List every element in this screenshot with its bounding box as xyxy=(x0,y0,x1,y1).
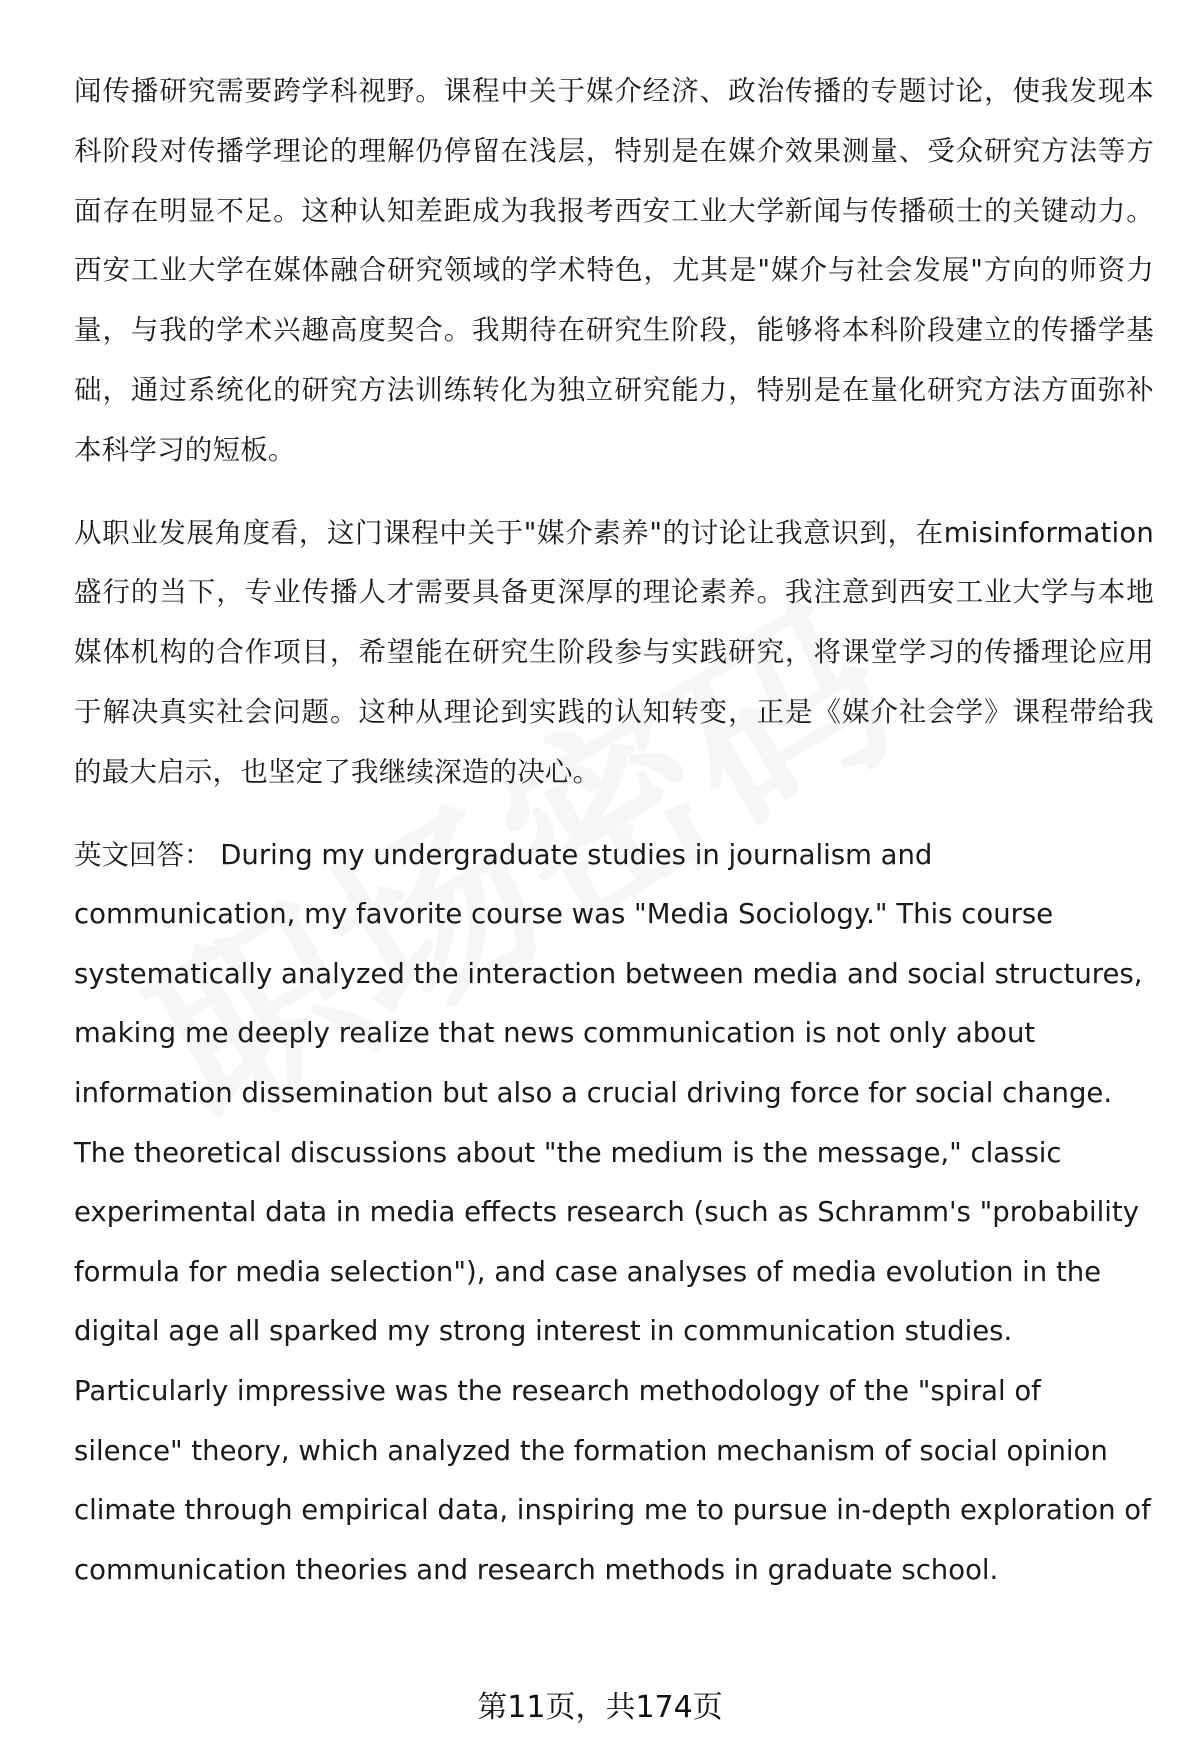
paragraph-2: 从职业发展角度看，这门课程中关于"媒介素养"的讨论让我意识到，在misinformation盛行的当下，专业传播人才需要具备更深厚的理论素养。我注意到西安工业大学与本地媒体机构的合作项目，希望能在研究生阶段参与实践研究，将课堂学习的传播理论应用于解决真实社会问题。这种从理论到实践的认知转变，正是《媒介社会学》课程带给我的最大启示，也坚定了我继续深造的决心。 xyxy=(74,516,1154,788)
paragraph-1: 闻传播研究需要跨学科视野。课程中关于媒介经济、政治传播的专题讨论，使我发现本科阶段对传播学理论的理解仍停留在浅层，特别是在媒介效果测量、受众研究方法等方面存在明显不足。这种认知差距成为我报考西安工业大学新闻与传播硕士的关键动力。西安工业大学在媒体融合研究领域的学术特色，尤其是"媒介与社会发展"方向的师资力量，与我的学术兴趣高度契合。我期待在研究生阶段，能够将本科阶段建立的传播学基础，通过系统化的研究方法训练转化为独立研究能力，特别是在量化研究方法方面弥补本科学习的短板。 xyxy=(74,75,1154,466)
paragraph-3-english-answer: 英文回答： During my undergraduate studies in journalism and communication, my favorite course was "Media Sociology." This course systematically analyzed the interaction between media and social structures, making me deeply realize that news communication is not only about information dissemination but also a crucial driving force for social change. The theoretical discussions about "the medium is the message," classic experimental data in media effects research (such as Schramm's "probability formula for media selection"), and case analyses of media evolution in the digital age all sparked my strong interest in communication studies. Particularly impressive was the research methodology of the "spiral of silence" theory, which analyzed the formation mechanism of social opinion climate through empirical data, inspiring me to pursue in-depth exploration of communication theories and research methods in graduate school. xyxy=(74,838,1151,1586)
page-number-footer: 第11页，共174页 xyxy=(477,1690,723,1725)
document-body xyxy=(74,62,1154,1623)
